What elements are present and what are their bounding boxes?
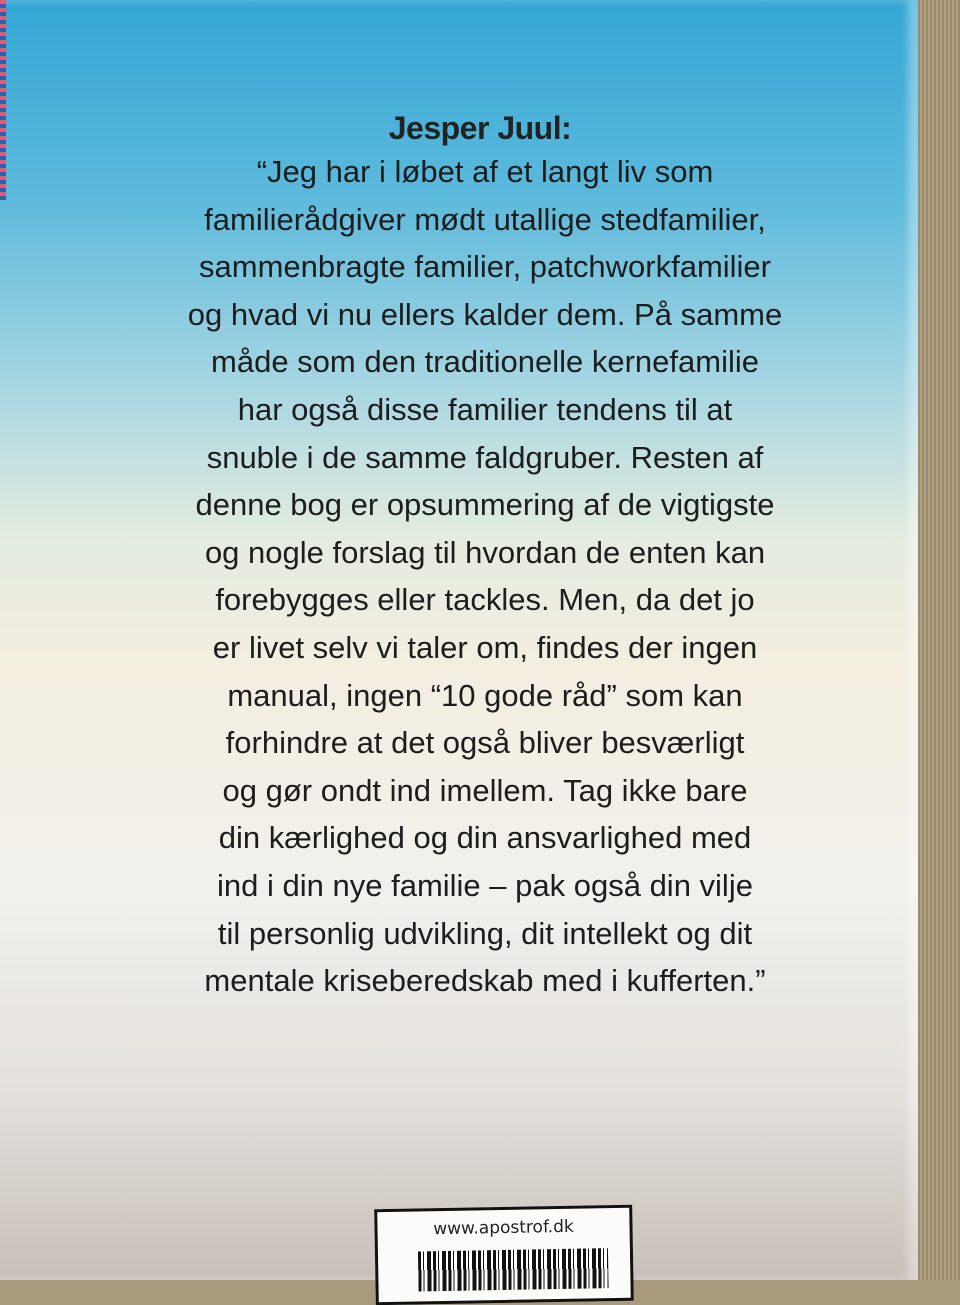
quote-line: familierådgiver mødt utallige stedfamilier, <box>204 201 766 237</box>
quote-line: snuble i de samme faldgruber. Resten af <box>206 439 764 475</box>
quote-line: er livet selv vi taler om, findes der ingen <box>212 629 758 665</box>
quote-line: manual, ingen “10 gode råd” som kan <box>227 677 743 713</box>
quote-line: til personlig udvikling, dit intellekt og dit <box>217 915 753 951</box>
quote-line: denne bog er opsummering af de vigtigste <box>195 487 775 523</box>
quote-line: forhindre at det også bliver besværligt <box>225 725 745 761</box>
quote-line: og nogle forslag til hvordan de enten kan <box>204 534 766 570</box>
quote-text <box>0 148 960 1005</box>
quote-line: måde som den traditionelle kernefamilie <box>211 344 759 380</box>
quote-line: din kærlighed og din ansvarlighed med <box>218 820 752 856</box>
author-heading: Jesper Juul: <box>388 110 572 146</box>
quote-line: sammenbragte familier, patchworkfamilier <box>199 249 771 285</box>
quote-line: “Jeg har i løbet af et langt liv som <box>256 154 714 189</box>
quote-line: har også disse familier tendens til at <box>237 391 733 427</box>
barcode-label <box>374 1205 634 1305</box>
publisher-url: www.apostrof.dk <box>433 1216 574 1240</box>
quote-line: og hvad vi nu ellers kalder dem. På samme <box>187 296 783 332</box>
barcode <box>418 1248 609 1291</box>
quote-line: ind i din nye familie – pak også din vilje <box>217 867 753 903</box>
quote-line: mentale kriseberedskab med i kufferten.” <box>204 963 766 999</box>
quote-line: og gør ondt ind imellem. Tag ikke bare <box>222 772 748 808</box>
quote-line: forebygges eller tackles. Men, da det jo <box>215 582 755 618</box>
